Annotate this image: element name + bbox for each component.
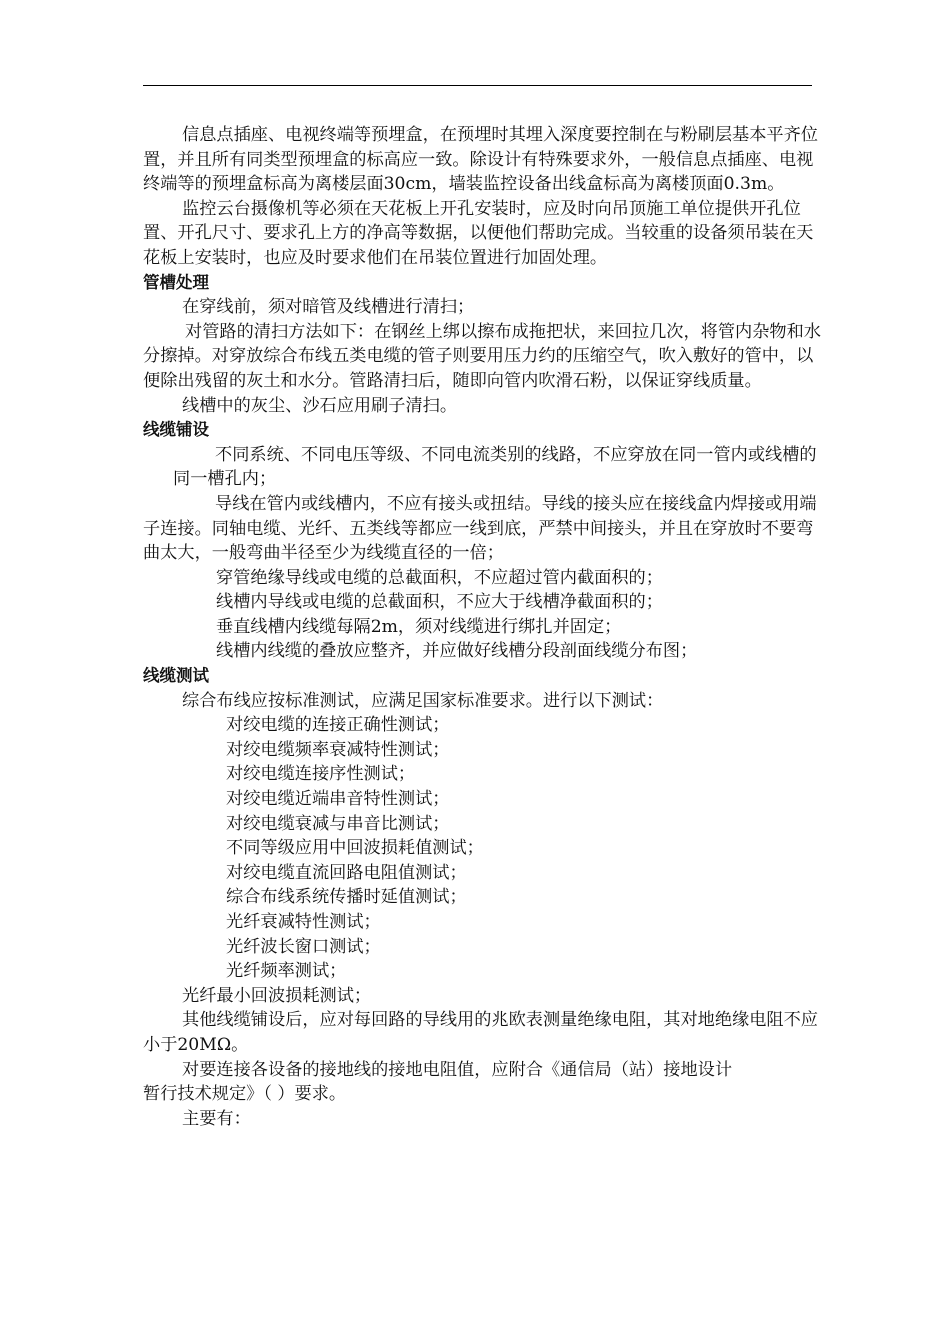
test-item: 光纤波长窗口测试； (226, 936, 381, 957)
test-item: 光纤衰减特性测试； (226, 912, 381, 932)
paragraph-ceiling-install: 监控云台摄像机等必须在天花板上开孔安装时，应及时向吊顶施工单位提供开孔位置、开孔尺寸、要求孔上方的净高等数据，以便他们帮助完成。当较重的设备须吊装在天花板上安装时，也应及时要求他们在吊装位置进行加固处理。 (143, 198, 814, 268)
section-heading-conduit: 管槽处理 (143, 272, 209, 292)
test-item: 对绞电缆衰减与串音比测试； (226, 813, 450, 834)
paragraph-grounding-line2: 暂行技术规定》（ ）要求。 (143, 1084, 347, 1105)
paragraph-testing-intro: 综合布线应按标准测试，应满足国家标准要求。进行以下测试： (182, 690, 664, 711)
list-item: 线槽内线缆的叠放应整齐，并应做好线槽分段剖面线缆分布图； (216, 641, 698, 662)
header-rule (143, 85, 812, 86)
test-item: 对绞电缆连接序性测试； (226, 764, 416, 785)
test-item: 对绞电缆的连接正确性测试； (226, 715, 450, 736)
list-item: 线槽内导线或电缆的总截面积，不应大于线槽净截面积的； (216, 592, 663, 613)
test-item: 对绞电缆直流回路电阻值测试； (226, 862, 467, 883)
paragraph-insulation: 其他线缆铺设后，应对每回路的导线用的兆欧表测量绝缘电阻，其对地绝缘电阻不应小于20MΩ。 (143, 1010, 818, 1055)
document-body (143, 123, 823, 1131)
paragraph-preembedded-boxes: 信息点插座、电视终端等预埋盒，在预埋时其埋入深度要控制在与粉刷层基本平齐位置，并且所有同类型预埋盒的标高应一致。除设计有特殊要求外，一般信息点插座、电视终端等的预埋盒标高为离楼层面30cm，墙装监控设备出线盒标高为离楼顶面0.3m。 (143, 125, 818, 195)
section-heading-cable-laying: 线缆铺设 (143, 420, 209, 440)
section-heading-cable-testing: 线缆测试 (143, 666, 209, 686)
test-item: 对绞电缆近端串音特性测试； (226, 789, 450, 810)
paragraph-trough-cleaning: 线槽中的灰尘、沙石应用刷子清扫。 (182, 395, 458, 416)
paragraph-separate-systems: 不同系统、不同电压等级、不同电流类别的线路，不应穿放在同一管内或线槽的同一槽孔内； (173, 444, 817, 490)
paragraph-main-items: 主要有： (182, 1108, 251, 1129)
list-item: 穿管绝缘导线或电缆的总截面积，不应超过管内截面积的； (216, 567, 663, 588)
list-item: 垂直线槽内线缆每隔2m，须对线缆进行绑扎并固定； (216, 616, 622, 637)
test-item: 不同等级应用中回波损耗值测试； (226, 838, 484, 859)
paragraph-cleaning-intro: 在穿线前，须对暗管及线槽进行清扫； (182, 297, 475, 318)
test-item-last: 光纤最小回波损耗测试； (182, 985, 372, 1006)
test-item: 对绞电缆频率衰减特性测试； (226, 739, 450, 760)
test-item: 光纤频率测试； (226, 961, 347, 982)
paragraph-cleaning-method: 对管路的清扫方法如下：在钢丝上绑以擦布成拖把状，来回拉几次，将管内杂物和水分擦掉。对穿放综合布线五类电缆的管子则要用压力约的压缩空气，吹入敷好的管中，以便除出残留的灰土和水分。管路清扫后，随即向管内吹滑石粉，以保证穿线质量。 (143, 321, 821, 391)
paragraph-grounding-line1: 对要连接各设备的接地线的接地电阻值，应附合《通信局（站）接地设计 (182, 1059, 733, 1080)
paragraph-no-joints: 导线在管内或线槽内，不应有接头或扭结。导线的接头应在接线盒内焊接或用端子连接。同轴电缆、光纤、五类线等都应一线到底，严禁中间接头，并且在穿放时不要弯曲太大，一般弯曲半径至少为线缆直径的一倍； (143, 493, 817, 564)
test-item: 综合布线系统传播时延值测试； (226, 887, 467, 908)
